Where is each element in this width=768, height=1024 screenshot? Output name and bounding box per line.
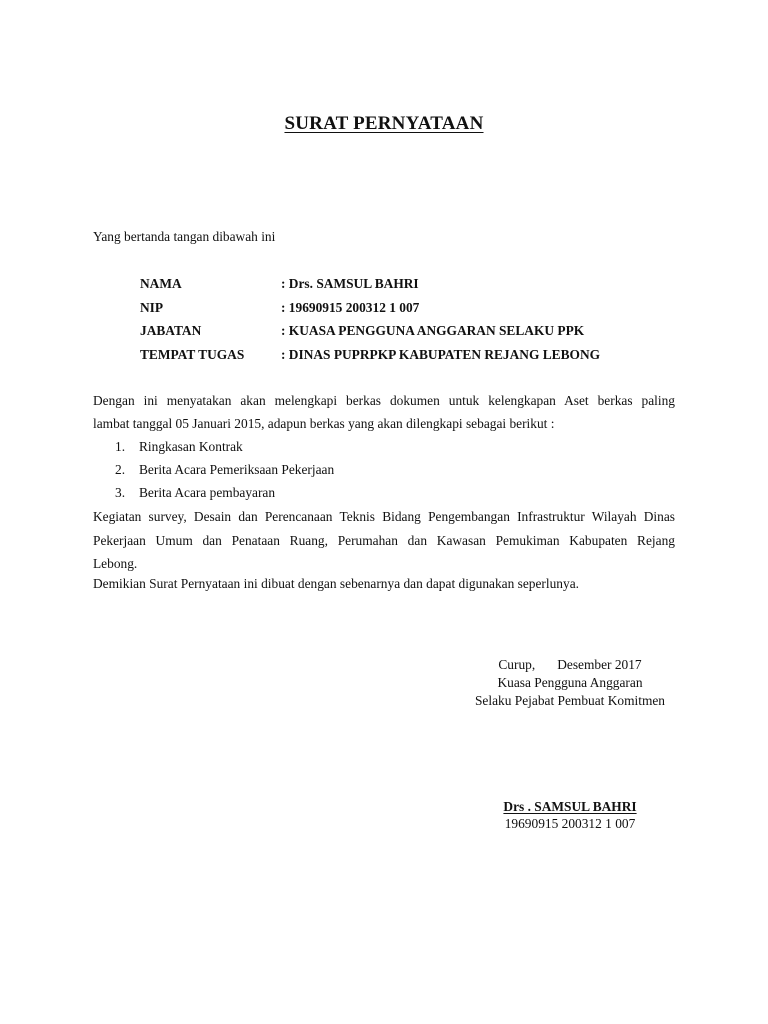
field-row-nama — [140, 275, 600, 299]
field-value: : 19690915 200312 1 007 — [281, 299, 420, 315]
activity-line: Pekerjaan Umum dan Penataan Ruang, Perumahan dan Kawasan Pemukiman Kabupaten Rejang — [93, 532, 675, 548]
document-title: SURAT PERNYATAAN — [284, 113, 484, 134]
signature-role: Kuasa Pengguna Anggaran — [497, 675, 643, 690]
signer-block — [440, 798, 700, 832]
list-item-number: 1. — [115, 439, 126, 454]
field-label: TEMPAT TUGAS — [140, 346, 245, 362]
intro-text: Yang bertanda tangan dibawah ini — [93, 229, 276, 244]
field-value: : Drs. SAMSUL BAHRI — [281, 276, 419, 291]
list-item-text: Berita Acara pembayaran — [139, 484, 276, 500]
field-label: NIP — [140, 299, 164, 315]
identity-fields — [140, 275, 600, 369]
signature-block — [440, 656, 700, 710]
signature-date: Desember 2017 — [557, 657, 642, 672]
field-value: : KUASA PENGGUNA ANGGARAN SELAKU PPK — [281, 323, 585, 338]
activity-paragraph — [93, 505, 675, 576]
list-item — [115, 436, 334, 459]
list-item-text: Berita Acara Pemeriksaan Pekerjaan — [139, 461, 335, 477]
closing-text: Demikian Surat Pernyataan ini dibuat dengan sebenarnya dan dapat digunakan seperlunya. — [93, 576, 579, 591]
list-item — [115, 482, 334, 505]
field-label: NAMA — [140, 276, 182, 291]
signature-role: Selaku Pejabat Pembuat Komitmen — [474, 693, 666, 708]
signer-name: Drs . SAMSUL BAHRI — [503, 799, 637, 814]
list-item-number: 3. — [115, 484, 126, 500]
statement-line: lambat tanggal 05 Januari 2015, adapun berkas yang akan dilengkapi sebagai berikut : — [93, 415, 555, 431]
signature-place: Curup, — [498, 657, 536, 672]
list-item-text: Ringkasan Kontrak — [139, 439, 243, 454]
statement-line: Dengan ini menyatakan akan melengkapi berkas dokumen untuk kelengkapan Aset berkas paling — [93, 393, 675, 408]
list-item-number: 2. — [115, 461, 126, 477]
field-row-jabatan — [140, 322, 600, 346]
document-list — [115, 436, 334, 504]
field-row-nip — [140, 299, 600, 323]
statement-paragraph — [93, 390, 675, 436]
activity-line: Kegiatan survey, Desain dan Perencanaan Teknis Bidang Pengembangan Infrastruktur Wilayah Dinas — [93, 509, 675, 524]
signature-place-date — [498, 656, 641, 674]
activity-line: Lebong. — [93, 556, 138, 572]
field-label: JABATAN — [140, 323, 202, 338]
signer-nip: 19690915 200312 1 007 — [504, 816, 636, 831]
field-value: : DINAS PUPRPKP KABUPATEN REJANG LEBONG — [281, 346, 601, 362]
list-item — [115, 459, 334, 482]
field-row-tempat-tugas — [140, 346, 600, 370]
